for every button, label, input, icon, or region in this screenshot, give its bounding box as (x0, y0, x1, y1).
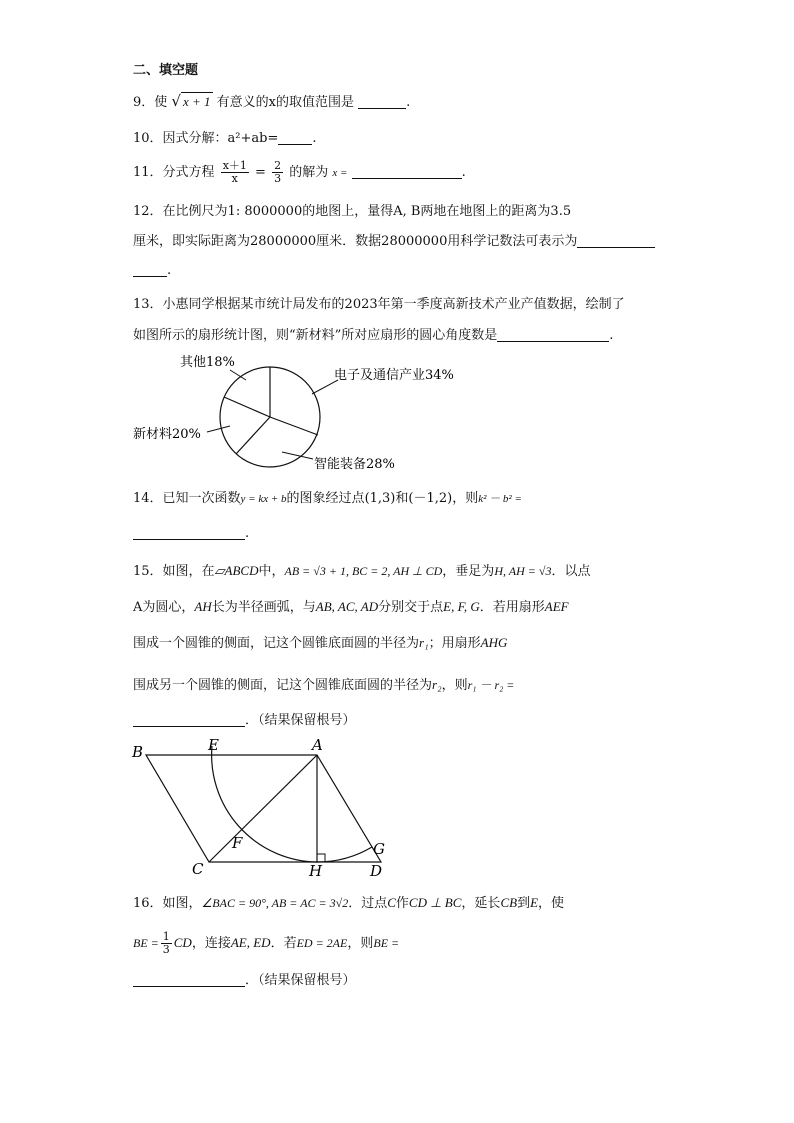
pie-divider-lower-right (270, 417, 318, 435)
q10-text: 10．因式分解：a²+ab= (133, 131, 279, 146)
pie-divider-lower-left (236, 417, 270, 454)
q14-text-b: 的图象经过点 (286, 491, 365, 506)
question-16-line1 (133, 894, 564, 913)
q16-text-c: 作 (395, 896, 409, 911)
question-13-line1: 13．小惠同学根据某市统计局发布的2023年第一季度高新技术产业产值数据，绘制了 (133, 297, 625, 312)
q13-end: . (609, 328, 614, 343)
parallelogram-figure (126, 734, 406, 879)
q15-points: E, F, G (443, 599, 480, 614)
q14-function: y = kx + b (240, 493, 287, 505)
label-electronics: 电子及通信产业34% (334, 368, 454, 383)
q16-answer-blank[interactable] (133, 972, 245, 987)
question-15-line4 (133, 676, 514, 695)
q15-end: ．（结果保留根号） (245, 713, 356, 728)
q16-be2: BE = (373, 936, 400, 950)
point-g-label: G (373, 840, 385, 858)
q14-point1: (1,3) (364, 491, 396, 506)
q16-text-d: ，延长 (461, 896, 501, 911)
q15-sector1: AEF (544, 599, 569, 614)
question-15-line2 (133, 598, 569, 617)
question-12-line1: 12．在比例尺为1: 8000000的地图上，量得A, B两地在地图上的距离为3.5 (133, 204, 572, 219)
q16-segments: AE, ED (230, 935, 271, 950)
q11-text: 的解为 (289, 165, 329, 180)
pie-divider-upper-left (224, 397, 270, 417)
q11-var: x = (332, 167, 348, 179)
q9-number: 9．使 (133, 95, 168, 110)
q15-sides: AB, AC, AD (315, 599, 379, 614)
question-16-line3 (133, 972, 356, 990)
q15-text-f: 长为半径画弧，与 (211, 600, 316, 615)
q15-parallelogram: ▱ABCD (214, 563, 259, 578)
q9-end: . (406, 95, 411, 110)
leader-smart-equipment (282, 452, 313, 459)
q12-line2-text: 厘米，即实际距离为28000000厘米．数据28000000用科学记数法可表示为 (133, 234, 578, 249)
q15-text-e: A为圆心， (133, 600, 195, 615)
q14-text-c: ，则 (452, 491, 479, 506)
q15-text-l: ，则 (441, 678, 468, 693)
q16-cd: CD (173, 935, 192, 950)
q16-e: E (530, 895, 539, 910)
section-title: 二、填空题 (133, 63, 199, 78)
q16-text-f: ，使 (538, 896, 565, 911)
q15-conditions: AB = √3 + 1, BC = 2, AH ⊥ CD (284, 564, 443, 578)
q15-text-g: 分别交于点 (378, 600, 444, 615)
question-14-line1 (133, 490, 522, 508)
right-angle-mark (317, 854, 325, 862)
question-15-line1 (133, 562, 590, 581)
q14-expression: k² － b² = (478, 493, 522, 505)
q16-ed: ED = 2AE (296, 936, 348, 950)
q10-end: . (312, 131, 317, 146)
q12-answer-blank[interactable] (577, 233, 655, 248)
q9-text: 有意义的x的取值范围是 (216, 95, 355, 110)
point-f-label: F (232, 834, 243, 852)
q11-answer-blank[interactable] (352, 164, 462, 179)
q14-point2: (－1,2) (408, 491, 453, 506)
q15-text-a: 15．如图，在 (133, 564, 215, 579)
q16-perp: CD ⊥ BC (408, 895, 462, 910)
q15-ah: AH (194, 599, 212, 614)
q15-difference: r₁ － r₂ = (467, 678, 515, 692)
sqrt-sign: √ (171, 92, 181, 110)
question-15-line3 (133, 634, 507, 653)
question-14-line2 (133, 525, 249, 543)
label-new-materials: 新材料20% (133, 427, 201, 442)
q11-fraction-right: $\frac{2}{3}$ (274, 159, 282, 185)
q15-text-k: 围成另一个圆锥的侧面，记这个圆锥底面圆的半径为 (133, 678, 433, 693)
q10-answer-blank[interactable] (278, 130, 312, 145)
q11-number: 11．分式方程 (133, 165, 215, 180)
q13-line2-text: 如图所示的扇形统计图，则“新材料”所对应扇形的圆心角度数是 (133, 328, 498, 343)
q15-text-h: ．若用扇形 (479, 600, 545, 615)
q16-text-e: 到 (517, 896, 531, 911)
q14-and: 和 (395, 491, 409, 506)
q14-end: . (245, 526, 250, 541)
q16-text-i: ，则 (347, 936, 374, 951)
q12-answer-blank-cont[interactable] (133, 262, 167, 277)
q16-c: C (387, 895, 396, 910)
q12-end: . (167, 263, 172, 278)
question-16-line2 (133, 928, 399, 959)
leader-new-materials (207, 426, 230, 432)
q9-radicand: x + 1 (182, 94, 211, 109)
point-b-label: B (132, 743, 144, 761)
q15-text-i: 围成一个圆锥的侧面，记这个圆锥底面圆的半径为 (133, 636, 420, 651)
q15-text-j: ；用扇形 (428, 636, 481, 651)
q15-r2: r₂ (432, 677, 442, 692)
q16-fraction: $\frac{1}{3}$ (162, 930, 170, 956)
point-a-label: A (312, 736, 323, 754)
q15-r1: r₁ (419, 635, 429, 650)
q11-equals: = (255, 165, 266, 180)
label-other: 其他18% (180, 355, 235, 370)
q15-text-d: ．以点 (551, 564, 591, 579)
q14-text-a: 14．已知一次函数 (133, 491, 241, 506)
q16-end: ．（结果保留根号） (245, 973, 356, 988)
q15-text-c: ，垂足为 (442, 564, 495, 579)
question-15-line5 (133, 712, 356, 730)
question-9 (133, 92, 410, 112)
q16-text-b: ．过点 (348, 896, 388, 911)
q15-foot: H, AH = √3 (494, 564, 552, 578)
question-12-line3 (133, 262, 171, 280)
q13-answer-blank[interactable] (497, 327, 609, 342)
question-10 (133, 130, 317, 148)
q16-be: BE = (133, 936, 159, 950)
q16-text-h: ．若 (270, 936, 297, 951)
q11-end: . (461, 165, 466, 180)
point-e-label: E (208, 736, 219, 754)
label-smart-equipment: 智能装备28% (314, 457, 395, 472)
q15-sector2: AHG (480, 635, 508, 650)
q15-answer-blank[interactable] (133, 712, 245, 727)
point-c-label: C (192, 860, 204, 878)
q16-text-a: 16．如图， (133, 896, 202, 911)
q9-answer-blank[interactable] (358, 94, 406, 109)
q16-cb: CB (500, 895, 518, 910)
q14-answer-blank[interactable] (133, 525, 245, 540)
question-11 (133, 158, 466, 188)
q15-text-b: 中， (258, 564, 285, 579)
point-d-label: D (370, 862, 383, 880)
q16-text-g: ，连接 (191, 936, 231, 951)
question-12-line2 (133, 233, 655, 251)
q11-fraction-left: $\frac{x+1}{x}$ (222, 159, 247, 185)
q16-conditions: ∠BAC = 90°, AB = AC = 3√2 (201, 896, 349, 910)
question-13-line2 (133, 327, 613, 345)
pie-chart-figure (120, 348, 454, 478)
point-h-label: H (309, 862, 323, 880)
